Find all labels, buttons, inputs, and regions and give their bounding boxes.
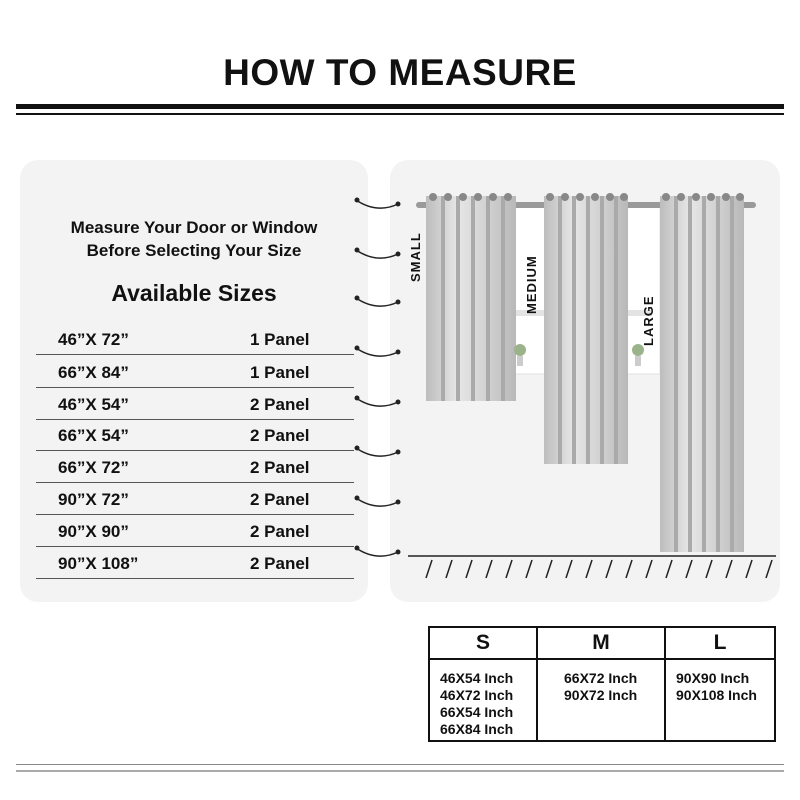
size-item: 46X54 Inch (440, 670, 514, 686)
size-item: 66X84 Inch (440, 721, 514, 737)
sizes-panel (20, 160, 368, 602)
size-panel-count: 2 Panel (250, 490, 310, 509)
size-row (36, 546, 354, 579)
size-item: 66X72 Inch (564, 670, 638, 686)
size-row (36, 322, 354, 355)
size-column-s (430, 628, 536, 740)
floor-icon (408, 556, 776, 578)
page-title: HOW TO MEASURE (223, 52, 577, 93)
size-dimension: 46”X 54” (58, 395, 129, 414)
small-label: SMALL (408, 232, 423, 282)
size-dimension: 90”X 90” (58, 522, 129, 541)
size-panel-count: 2 Panel (250, 458, 310, 477)
curtain-illustration (390, 160, 780, 602)
column-header: M (538, 628, 664, 660)
size-dimension: 90”X 108” (58, 554, 139, 573)
column-header: S (430, 628, 536, 660)
intro-line-1: Measure Your Door or Window (70, 218, 318, 237)
size-dimension: 46”X 72” (58, 330, 129, 349)
size-row (36, 450, 354, 483)
intro-line-2: Before Selecting Your Size (86, 241, 302, 260)
size-item: 90X72 Inch (564, 687, 638, 703)
size-column-l (666, 628, 774, 740)
title-underline-thin (16, 113, 784, 115)
size-row (36, 482, 354, 515)
size-row (36, 514, 354, 547)
size-panel-count: 2 Panel (250, 426, 310, 445)
size-dimension: 66”X 54” (58, 426, 129, 445)
size-row (36, 418, 354, 451)
size-item: 66X54 Inch (440, 704, 514, 720)
size-item: 46X72 Inch (440, 687, 514, 703)
size-panel-count: 2 Panel (250, 395, 310, 414)
column-header: L (666, 628, 774, 660)
size-panel-count: 2 Panel (250, 522, 310, 541)
large-label: LARGE (641, 295, 656, 346)
size-column-m (538, 628, 664, 740)
size-category-table (428, 626, 776, 742)
size-panel-count: 1 Panel (250, 363, 310, 382)
medium-label: MEDIUM (524, 255, 539, 314)
footer-rule (16, 770, 784, 772)
size-row (36, 355, 354, 388)
size-item: 90X90 Inch (676, 670, 750, 686)
large-curtain-icon (660, 196, 744, 552)
size-panel-count: 1 Panel (250, 330, 310, 349)
medium-curtain-icon (544, 196, 628, 464)
size-panel-count: 2 Panel (250, 554, 310, 573)
size-dimension: 66”X 72” (58, 458, 129, 477)
size-dimension: 90”X 72” (58, 490, 129, 509)
title-underline-thick (16, 104, 784, 109)
size-dimension: 66”X 84” (58, 363, 129, 382)
small-curtain-icon (426, 196, 516, 401)
size-row (36, 387, 354, 420)
available-sizes-heading: Available Sizes (111, 280, 277, 306)
size-item: 90X108 Inch (676, 687, 757, 703)
intro-text (20, 216, 368, 262)
footer-rule (16, 764, 784, 765)
